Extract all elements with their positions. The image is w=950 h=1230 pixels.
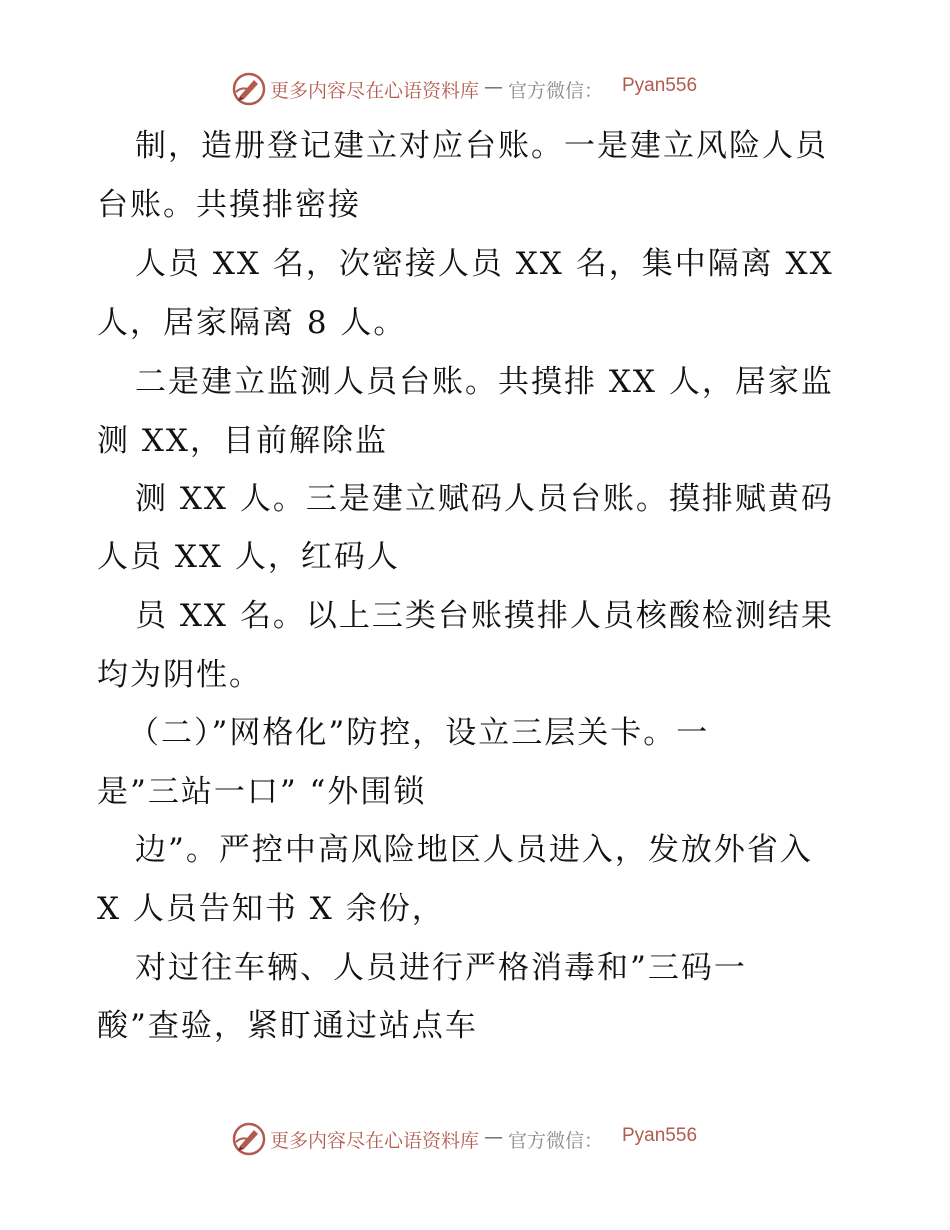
body-line: 测 XX，目前解除监: [97, 423, 388, 459]
body-line: 测 XX 人。三是建立赋码人员台账。摸排赋黄码: [135, 481, 834, 517]
banner-dash: —: [484, 76, 503, 98]
banner-text: 更多内容尽在心语资料库: [270, 80, 480, 102]
banner-dash: —: [484, 1126, 503, 1148]
header-banner: [0, 70, 950, 110]
banner-account: Pyan556: [622, 75, 698, 96]
body-line: 制，造册登记建立对应台账。一是建立风险人员: [135, 128, 828, 164]
body-line: 二是建立监测人员台账。共摸排 XX 人，居家监: [135, 364, 834, 400]
body-line: 酸”查验，紧盯通过站点车: [97, 1008, 478, 1044]
body-line: 人员 XX 人，红码人: [97, 539, 400, 575]
banner-wechat-label: 官方微信：: [508, 1130, 604, 1152]
banner-text: 更多内容尽在心语资料库: [270, 1130, 480, 1152]
body-line: 人员 XX 名，次密接人员 XX 名，集中隔离 XX: [135, 246, 834, 282]
body-line: X 人员告知书 X 余份，: [97, 891, 445, 927]
body-line: 对过往车辆、人员进行严格消毒和”三码一: [135, 950, 747, 986]
pen-logo-icon: [232, 72, 266, 106]
pen-logo-icon: [232, 1122, 266, 1156]
body-line: 人，居家隔离 8 人。: [97, 305, 407, 341]
banner-account: Pyan556: [622, 1125, 698, 1146]
body-line: （二）”网格化”防控，设立三层关卡。一: [128, 715, 710, 751]
footer-banner: [0, 1120, 950, 1160]
body-line: 均为阴性。: [97, 657, 262, 693]
body-line: 边”。严控中高风险地区人员进入，发放外省入: [135, 832, 813, 868]
banner-wechat-label: 官方微信：: [508, 80, 604, 102]
body-line: 是”三站一口” “外围锁: [97, 774, 427, 810]
body-line: 台账。共摸排密接: [97, 187, 361, 223]
body-line: 员 XX 名。以上三类台账摸排人员核酸检测结果: [135, 598, 834, 634]
